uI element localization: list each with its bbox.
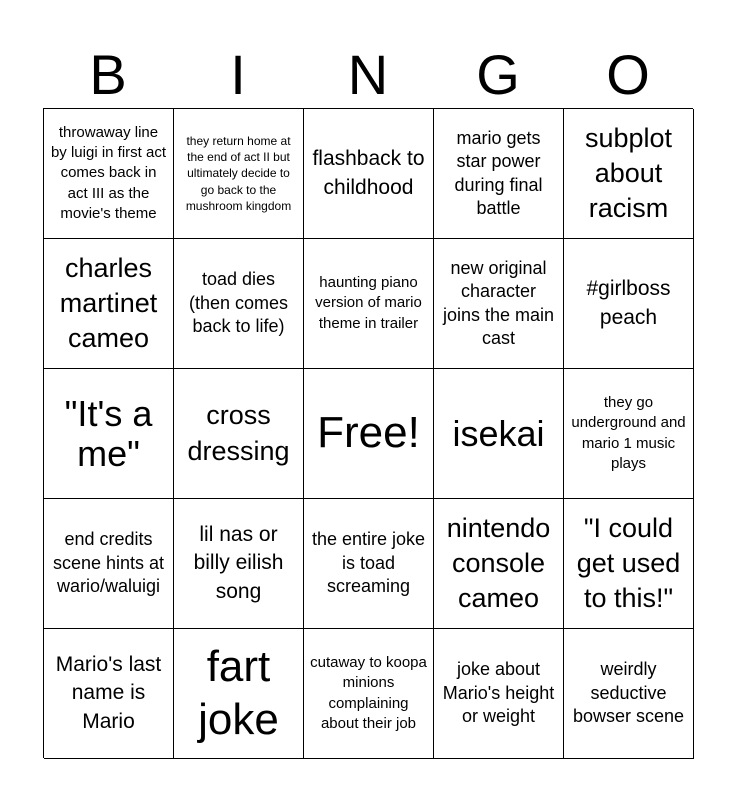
bingo-cell[interactable]	[174, 239, 304, 369]
cell-text: lil nas or billy eilish song	[193, 522, 284, 603]
cell-text: #girlboss peach	[586, 277, 671, 329]
bingo-cell[interactable]	[434, 109, 564, 239]
cell-text: "It's a me"	[64, 392, 153, 474]
cell-text: charles martinet cameo	[59, 252, 158, 354]
bingo-cell[interactable]	[174, 499, 304, 629]
bingo-cell[interactable]	[564, 239, 694, 369]
cell-text: throwaway line by luigi in first act comes back in act III as the movie's theme	[50, 123, 167, 222]
cell-text: Mario's last name is Mario	[55, 652, 162, 733]
bingo-cell[interactable]	[434, 629, 564, 759]
free-space-cell[interactable]	[304, 369, 434, 499]
cell-text: new original character joins the main cast	[442, 257, 555, 348]
cell-text: mario gets star power during final battle	[454, 127, 543, 218]
free-space-label: Free!	[317, 408, 420, 458]
cell-text: toad dies (then comes back to life)	[188, 269, 289, 337]
bingo-cell[interactable]	[174, 369, 304, 499]
bingo-cell[interactable]	[304, 499, 434, 629]
bingo-cell[interactable]	[304, 629, 434, 759]
cell-text: flashback to childhood	[312, 147, 425, 199]
header-letter-b: B	[89, 43, 127, 106]
cell-text: end credits scene hints at wario/waluigi	[52, 529, 165, 597]
bingo-cell[interactable]	[174, 629, 304, 759]
bingo-cell[interactable]	[434, 499, 564, 629]
cell-text: joke about Mario's height or weight	[442, 659, 555, 727]
cell-text: they go underground and mario 1 music plays	[571, 394, 686, 472]
bingo-cell[interactable]	[434, 239, 564, 369]
bingo-cell[interactable]	[564, 499, 694, 629]
bingo-cell[interactable]	[564, 109, 694, 239]
header-letter-o: O	[606, 43, 650, 106]
bingo-cell[interactable]	[304, 109, 434, 239]
bingo-cell[interactable]	[564, 369, 694, 499]
bingo-cell[interactable]	[304, 239, 434, 369]
cell-text: nintendo console cameo	[446, 512, 551, 614]
bingo-cell[interactable]	[44, 499, 174, 629]
cell-text: cutaway to koopa minions complaining about their job	[310, 654, 427, 732]
bingo-cell[interactable]	[174, 109, 304, 239]
bingo-header	[43, 42, 693, 108]
header-letter-g: G	[476, 43, 520, 106]
cell-text: isekai	[452, 412, 545, 454]
bingo-cell[interactable]	[564, 629, 694, 759]
bingo-cell[interactable]	[44, 239, 174, 369]
bingo-grid	[43, 108, 693, 758]
cell-text: they return home at the end of act II but ultimately decide to go back to the mushroom kingdom	[185, 134, 292, 213]
bingo-cell[interactable]	[44, 369, 174, 499]
cell-text: cross dressing	[187, 400, 290, 466]
header-letter-n: N	[347, 43, 389, 106]
cell-text: subplot about racism	[584, 122, 673, 224]
cell-text: the entire joke is toad screaming	[311, 529, 426, 597]
bingo-cell[interactable]	[434, 369, 564, 499]
header-letter-i: I	[230, 43, 246, 106]
bingo-cell[interactable]	[44, 109, 174, 239]
bingo-cell[interactable]	[44, 629, 174, 759]
cell-text: weirdly seductive bowser scene	[572, 659, 685, 727]
cell-text: "I could get used to this!"	[576, 512, 681, 614]
cell-text: fart joke	[198, 641, 279, 744]
cell-text: haunting piano version of mario theme in trailer	[315, 274, 422, 332]
